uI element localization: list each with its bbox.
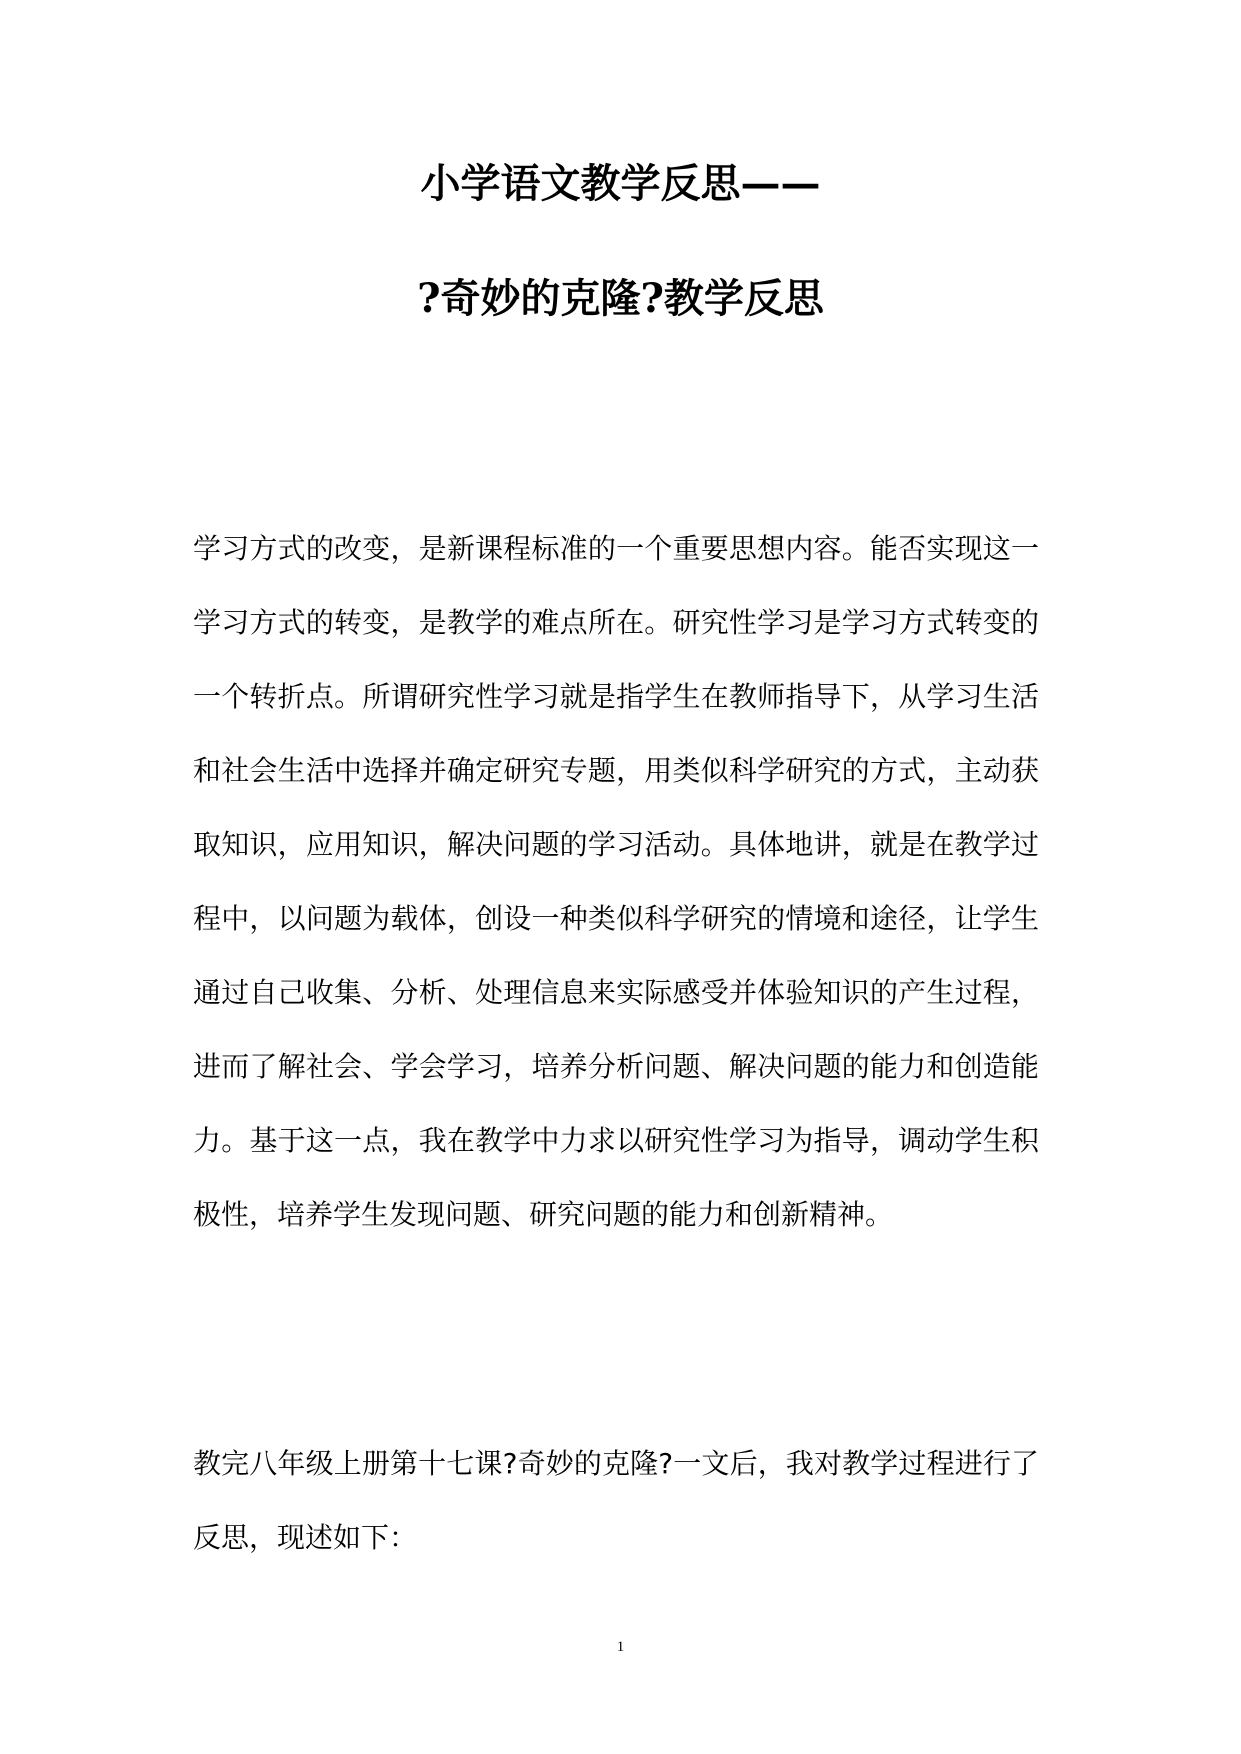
body-paragraph-1: 学习方式的改变，是新课程标准的一个重要思想内容。能否实现这一学习方式的转变，是教学的难点所在。研究性学习是学习方式转变的一个转折点。所谓研究性学习就是指学生在教师指导下，从学习生活和社会生活中选择并确定研究专题，用类似科学研究的方式，主动获取知识，应用知识，解决问题的学习活动。具体地讲，就是在教学过程中，以问题为载体，创设一种类似科学研究的情境和途径，让学生通过自己收集、分析、处理信息来实际感受并体验知识的产生过程，进而了解社会、学会学习，培养分析问题、解决问题的能力和创造能力。基于这一点，我在教学中力求以研究性学习为指导，调动学生积极性，培养学生发现问题、研究问题的能力和创新精神。	[193, 532, 1039, 1231]
document-title-line-1: 小学语文教学反思——	[420, 160, 821, 207]
document-title-line-2: ?奇妙的克隆?教学反思	[417, 275, 824, 322]
body-paragraph-2: 教完八年级上册第十七课?奇妙的克隆?一文后，我对教学过程进行了反思，现述如下：	[193, 1447, 1039, 1554]
page-number: 1	[616, 1639, 625, 1655]
